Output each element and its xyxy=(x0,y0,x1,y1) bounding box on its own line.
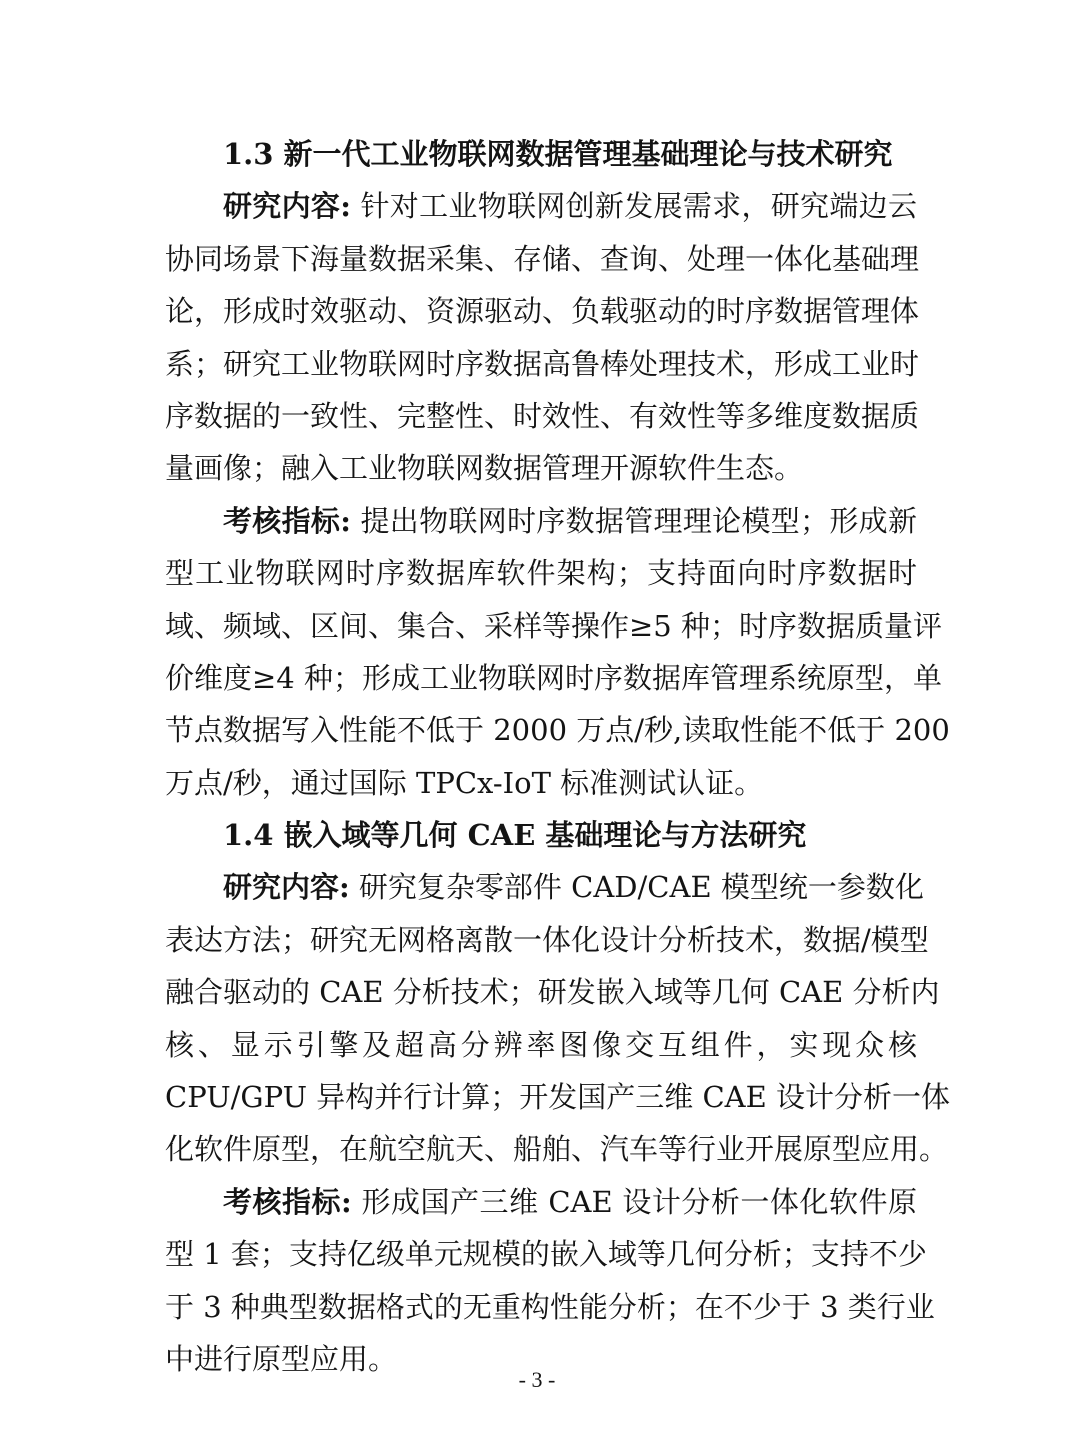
assessment-line xyxy=(165,1176,917,1228)
paragraph-line: 化软件原型，在航空航天、船舶、汽车等行业开展原型应用。 xyxy=(165,1132,949,1167)
section-heading-1-4: 1.4 嵌入域等几何 CAE 基础理论与方法研究 xyxy=(223,818,807,853)
paragraph-text: 提出物联网时序数据管理理论模型；形成新 xyxy=(350,503,917,538)
section-heading-1-3: 1.3 新一代工业物联网数据管理基础理论与技术研究 xyxy=(223,137,893,171)
paragraph-line: 融合驱动的 CAE 分析技术；研发嵌入域等几何 CAE 分析内 xyxy=(165,975,940,1010)
paragraph-line: 型 1 套；支持亿级单元规模的嵌入域等几何分析；支持不少 xyxy=(165,1237,927,1272)
paragraph-text: 针对工业物联网创新发展需求，研究端边云 xyxy=(350,189,917,224)
page-number: - 3 - xyxy=(518,1367,556,1392)
assessment-label: 考核指标: xyxy=(223,503,351,538)
research-content-line xyxy=(165,861,924,913)
paragraph-text: 研究复杂零部件 CAD/CAE 模型统一参数化 xyxy=(349,870,924,905)
paragraph-line: 系；研究工业物联网时序数据高鲁棒处理技术，形成工业时 xyxy=(165,346,920,381)
paragraph-line: 序数据的一致性、完整性、时效性、有效性等多维度数据质 xyxy=(165,398,920,433)
paragraph-line: 万点/秒，通过国际 TPCx-IoT 标准测试认证。 xyxy=(165,765,764,800)
paragraph-line: 中进行原型应用。 xyxy=(165,1341,398,1376)
assessment-label: 考核指标: xyxy=(223,1184,352,1219)
paragraph-line: 域、频域、区间、集合、采样等操作≥5 种；时序数据质量评 xyxy=(165,608,942,643)
paragraph-line: 价维度≥4 种；形成工业物联网时序数据库管理系统原型，单 xyxy=(165,660,942,695)
paragraph-text: 形成国产三维 CAE 设计分析一体化软件原 xyxy=(351,1184,917,1219)
paragraph-line: 核、显示引擎及超高分辨率图像交互组件，实现众核 xyxy=(165,1027,917,1062)
paragraph-line: 量画像；融入工业物联网数据管理开源软件生态。 xyxy=(165,451,804,486)
paragraph-line: CPU/GPU 异构并行计算；开发国产三维 CAE 设计分析一体 xyxy=(165,1080,950,1115)
research-content-label: 研究内容: xyxy=(223,189,351,224)
paragraph-line: 论，形成时效驱动、资源驱动、负载驱动的时序数据管理体 xyxy=(165,294,920,329)
paragraph-line: 表达方法；研究无网格离散一体化设计分析技术，数据/模型 xyxy=(165,922,929,957)
paragraph-line: 型工业物联网时序数据库软件架构；支持面向时序数据时 xyxy=(165,556,917,591)
research-content-label: 研究内容: xyxy=(223,870,350,905)
paragraph-line: 协同场景下海量数据采集、存储、查询、处理一体化基础理 xyxy=(165,241,920,276)
assessment-line xyxy=(165,495,917,547)
document-body xyxy=(165,128,950,1385)
paragraph-line: 于 3 种典型数据格式的无重构性能分析；在不少于 3 类行业 xyxy=(165,1289,935,1324)
research-content-line xyxy=(165,180,917,232)
paragraph-line: 节点数据写入性能不低于 2000 万点/秒,读取性能不低于 200 xyxy=(165,713,950,748)
